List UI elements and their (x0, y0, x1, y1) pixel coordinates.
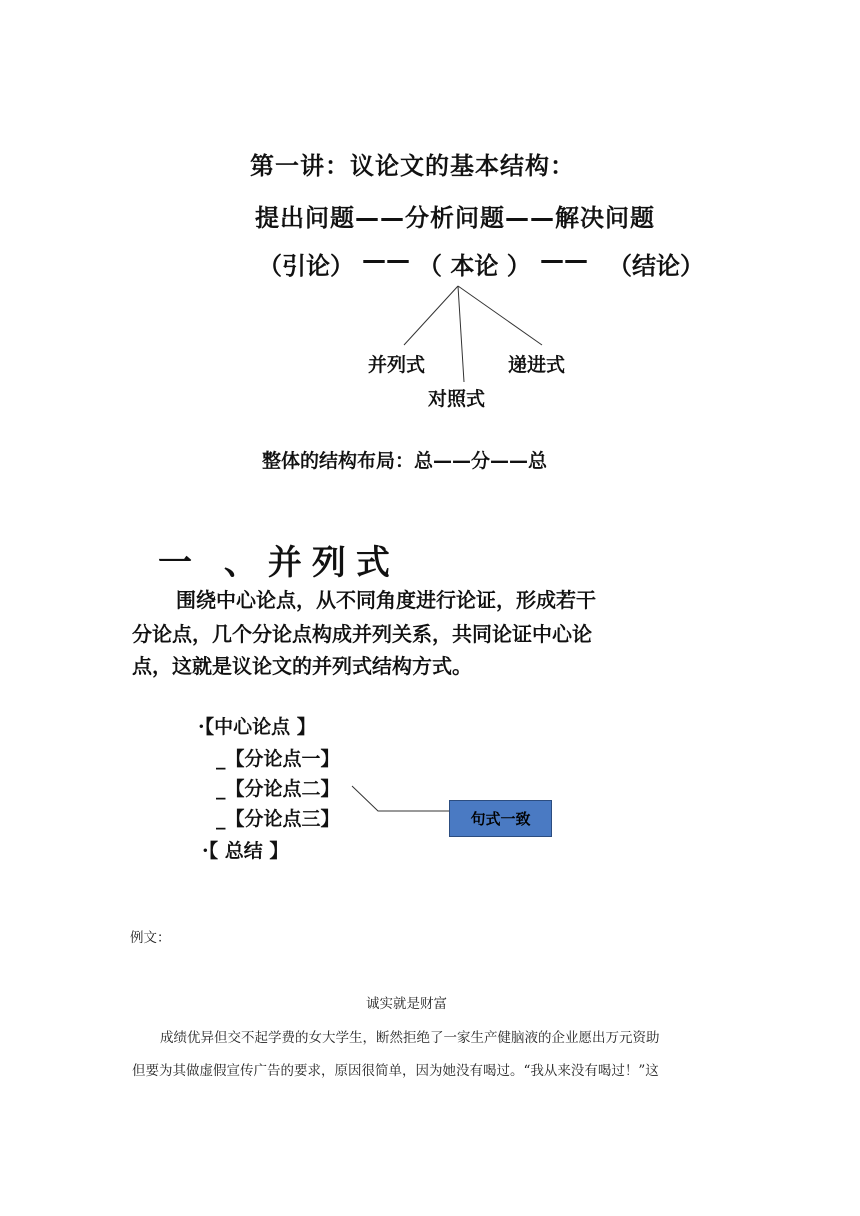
lecture-title: 第一讲：议论文的基本结构： (250, 152, 575, 180)
dash-1: —— (362, 246, 410, 274)
sub-point-1: _【分论点一】 (216, 748, 340, 770)
dash-2: —— (540, 246, 588, 274)
lecture-flow: 提出问题——分析问题——解决问题 (255, 204, 655, 232)
branch-contrast: 对照式 (428, 388, 486, 410)
conclusion-label: （结论） (608, 252, 704, 280)
para-line-1: 围绕中心论点，从不同角度进行论证，形成若干 (176, 588, 596, 612)
branch-progressive: 递进式 (508, 354, 566, 376)
sub-point-3: _【分论点三】 (216, 808, 340, 830)
callout-consistent-sentence: 句式一致 (449, 800, 552, 837)
para-line-2: 分论点，几个分论点构成并列关系，共同论证中心论 (132, 622, 592, 646)
summary-item: ·【 总结 】 (202, 840, 289, 862)
intro-label: （引论） (258, 252, 354, 280)
essay-line-2: 但要为其做虚假宣传广告的要求，原因很简单，因为她没有喝过。“我从来没有喝过！”这 (132, 1063, 659, 1079)
essay-line-1: 成绩优异但交不起学费的女大学生，断然拒绝了一家生产健脑液的企业愿出万元资助 (160, 1030, 660, 1046)
body-label: （ 本论 ） (418, 252, 531, 280)
section-title: 一 、并列式 (158, 543, 400, 583)
example-label: 例文： (130, 930, 171, 946)
overall-structure: 整体的结构布局：总——分——总 (262, 450, 548, 472)
essay-title: 诚实就是财富 (366, 996, 447, 1012)
branch-parallel: 并列式 (368, 354, 426, 376)
para-line-3: 点，这就是议论文的并列式结构方式。 (132, 654, 472, 678)
center-thesis: ·【中心论点 】 (198, 716, 316, 738)
sub-point-2: _【分论点二】 (216, 778, 340, 800)
